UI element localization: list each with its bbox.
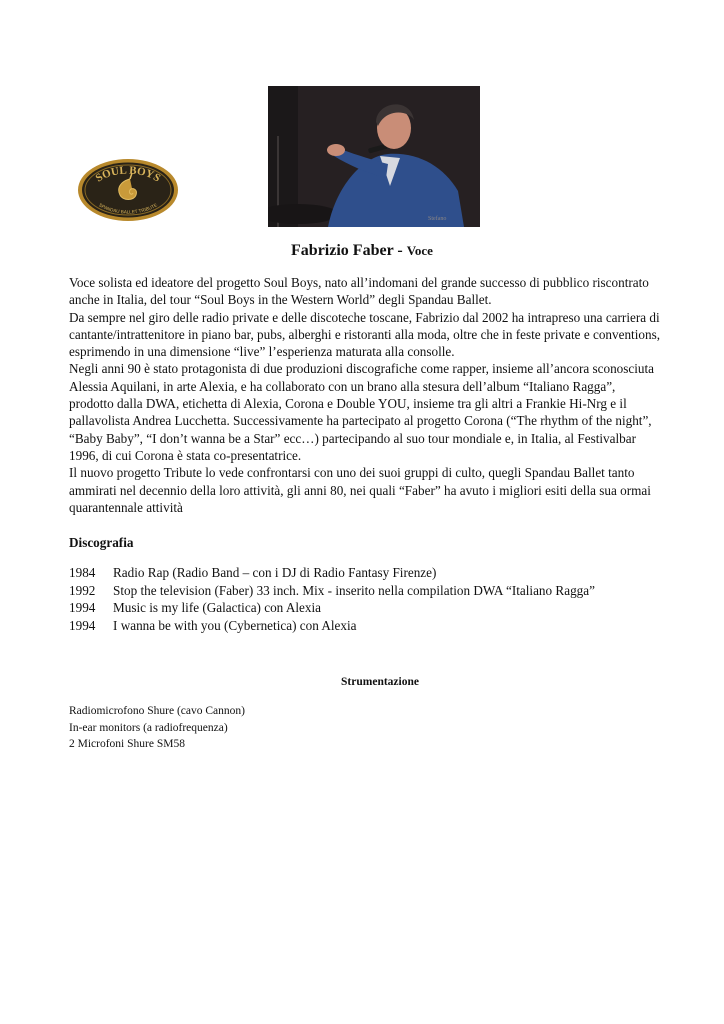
logo-bottom-text: SPANDAU BALLET TRIBUTE (97, 202, 159, 215)
release-year: 1994 (69, 617, 96, 633)
instrument-item: Radiomicrofono Shure (cavo Cannon) (69, 705, 245, 717)
biography (69, 274, 661, 516)
photo-watermark: Stefano (428, 216, 447, 222)
discography-item (69, 599, 595, 617)
release-title: Music is my life (Galactica) con Alexia (113, 600, 321, 616)
logo-top-text: SOUL BOYS (93, 164, 163, 185)
soul-boys-logo (76, 157, 180, 223)
performer-photo (268, 86, 480, 227)
discography-list (69, 564, 595, 634)
page-title (0, 242, 724, 260)
discography-item (69, 582, 595, 600)
release-year: 1984 (69, 565, 96, 580)
instrument-item: In-ear monitors (a radiofrequenza) (69, 721, 228, 734)
release-title: I wanna be with you (Cybernetica) con Alexia (113, 617, 357, 633)
bio-paragraph: Voce solista ed ideatore del progetto Soul Boys, nato all’indomani del grande successo di pubblico riscontrato anche in Italia, del tour “Soul Boys in the Western World” degli Spandau Ballet. (69, 275, 649, 308)
release-title: Stop the television (Faber) 33 inch. Mix - inserito nella compilation DWA “Italiano Ragga” (113, 582, 595, 598)
bio-paragraph: Il nuovo progetto Tribute lo vede confrontarsi con uno dei suoi gruppi di culto, quegli Spandau Ballet tanto ammirati nel decennio della loro attività, gli anni 80, nei quali “Faber” ha avuto i migliori esiti della sua ormai quarantennale attività (69, 465, 651, 515)
release-year: 1994 (69, 600, 96, 616)
bio-paragraph: Da sempre nel giro delle radio private e delle discoteche toscane, Fabrizio dal 2002 ha intrapreso una carriera di cantante/intrattenitore in piano bar, pubs, alberghi e ristoranti alla moda, oltre che in feste private e conventions, esprimendo in una dimensione “live” l’esperienza maturata alla consolle. (69, 309, 660, 360)
instrument-item: 2 Microfoni Shure SM58 (69, 738, 185, 750)
discography-item (69, 617, 595, 635)
performer-name: Fabrizio Faber - (291, 242, 407, 259)
release-title: Radio Rap (Radio Band – con i DJ di Radio Fantasy Firenze) (113, 565, 437, 580)
performer-role: Voce (406, 243, 433, 258)
discography-item (69, 564, 595, 582)
bio-paragraph: Negli anni 90 è stato protagonista di due produzioni discografiche come rapper, insieme all’ancora sconosciuta Alessia Aquilani, in arte Alexia, e ha collaborato con un brano alla stesura dell’album “Italiano Ragga”, prodotto dalla DWA, etichetta di Alexia, Corona e Double YOU, insieme tra gli altri a Frankie Hi-Nrg e il pallavolista Andrea Lucchetta. Successivamente ha partecipato al progetto Corona (“The rhythm of the night”, “Baby Baby”, “I don’t wanna be a Star” ecc…) partecipando al suo tour mondiale e, in Italia, al Festivalbar 1996, di cui Corona è stata co-presentatrice. (69, 361, 655, 463)
instruments-list (69, 703, 245, 753)
release-year: 1992 (69, 582, 96, 598)
instruments-heading: Strumentazione (341, 676, 419, 688)
discography-heading: Discografia (69, 535, 134, 550)
